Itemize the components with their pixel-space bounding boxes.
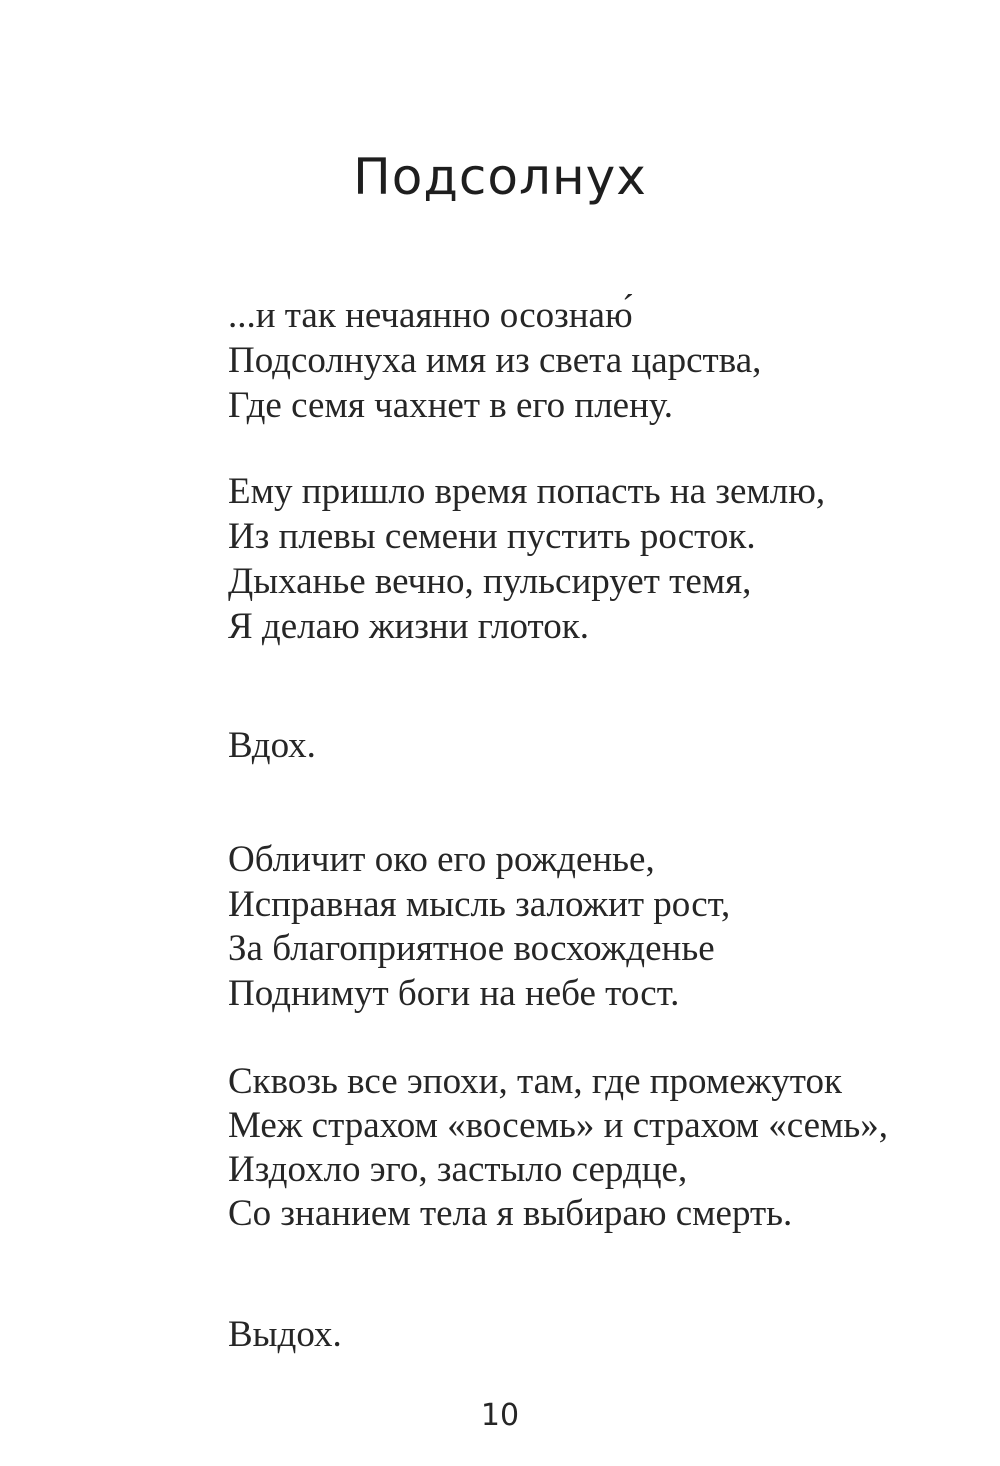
poem-line: Поднимут боги на небе тост. (228, 973, 680, 1014)
poem-line-inhale: Вдох. (228, 725, 316, 766)
poem-line-exhale: Выдох. (228, 1314, 342, 1355)
poem-line: Дыханье вечно, пульсирует темя, (228, 561, 752, 602)
poem-line: За благоприятное восхожденье (228, 928, 715, 969)
poem-line: Обличит око его рожденье, (228, 839, 655, 880)
poem-line: Со знанием тела я выбираю смерть. (228, 1193, 793, 1234)
poem-line: Я делаю жизни глоток. (228, 606, 589, 647)
poem-line: Издохло эго, застыло сердце, (228, 1149, 688, 1190)
poem-line: Из плевы семени пустить росток. (228, 516, 756, 557)
poem-line: Сквозь все эпохи, там, где промежуток (228, 1061, 842, 1102)
poem-line: ...и так нечаянно осознаю́ (228, 295, 633, 336)
page-number: 10 (480, 1398, 520, 1433)
poem-line: Подсолнуха имя из света царства, (228, 340, 762, 381)
poem-line: Где семя чахнет в его плену. (228, 385, 673, 426)
poem-line: Ему пришло время попасть на землю, (228, 471, 826, 512)
poem-line: Меж страхом «восемь» и страхом «семь», (228, 1105, 889, 1146)
poem-title: Подсолнух (353, 148, 647, 206)
poem-line: Исправная мысль заложит рост, (228, 884, 731, 925)
